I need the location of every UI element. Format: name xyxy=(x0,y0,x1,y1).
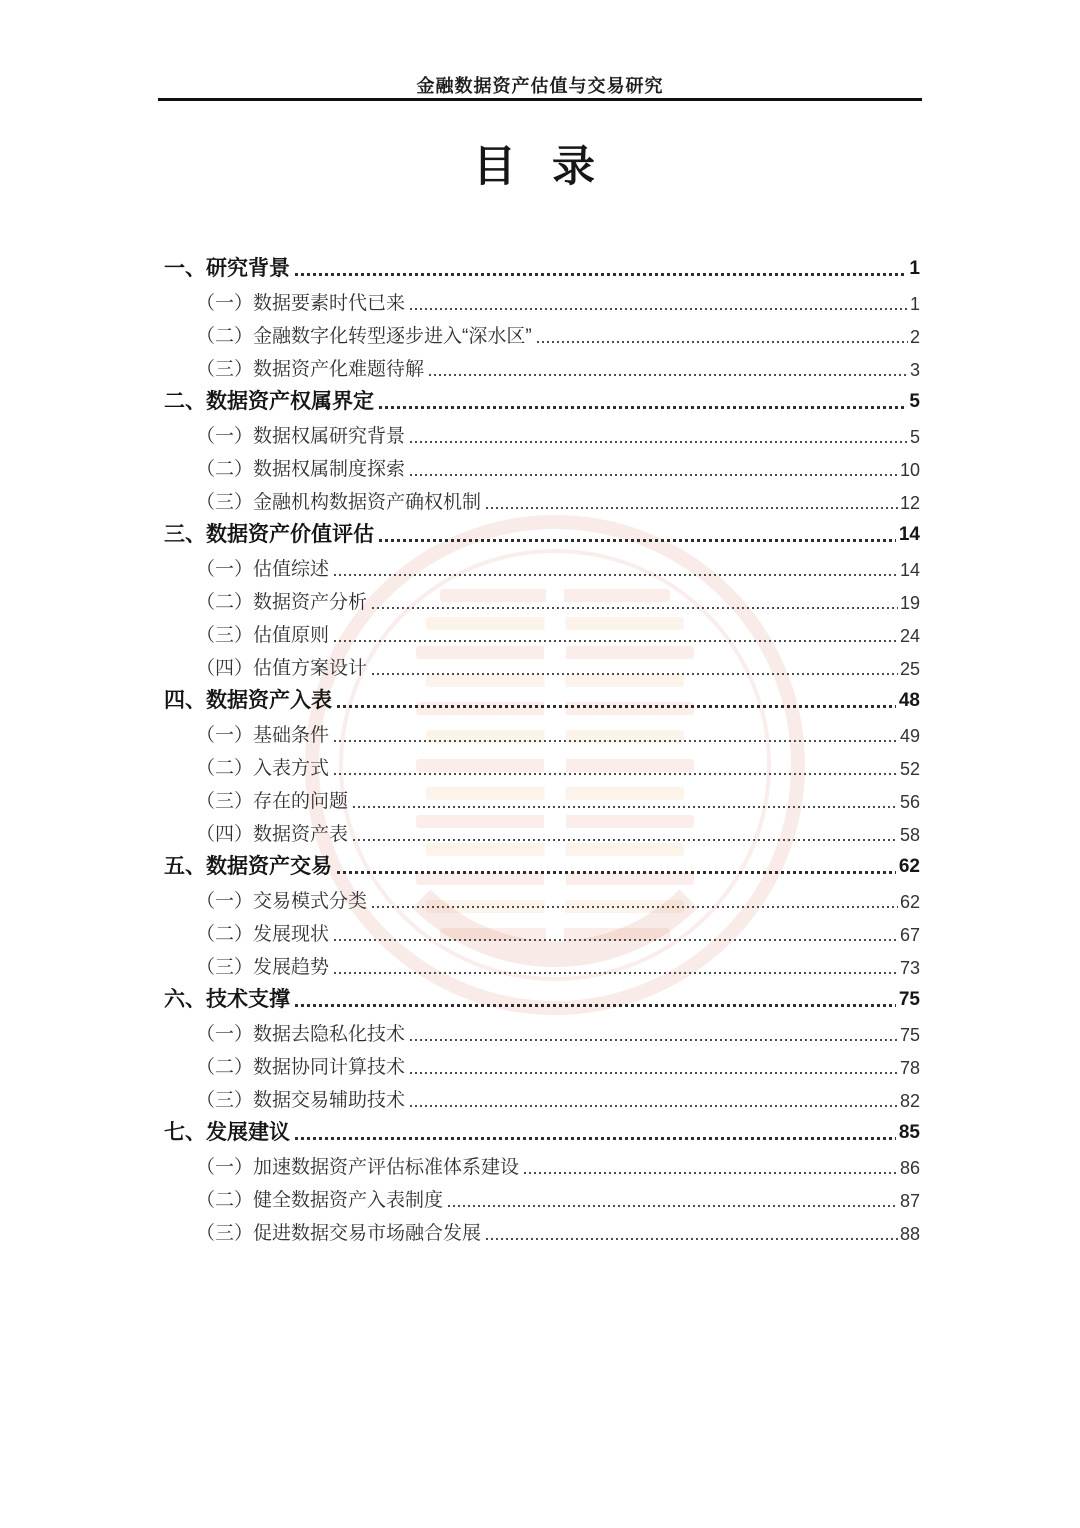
toc-item xyxy=(164,485,920,518)
section-page-number: 85 xyxy=(898,1122,920,1143)
toc-item-page-number: 24 xyxy=(899,626,920,646)
dot-leader xyxy=(429,374,908,376)
toc-item-page-number: 56 xyxy=(899,792,920,812)
section-page-number: 5 xyxy=(909,391,920,412)
toc-item-page-number: 88 xyxy=(899,1224,920,1244)
toc-section-heading xyxy=(164,385,920,416)
toc-item xyxy=(164,1083,920,1116)
toc-item-label: （二）数据协同计算技术 xyxy=(196,1057,406,1078)
toc-item-label: （一）基础条件 xyxy=(196,725,330,746)
toc-section-items xyxy=(164,286,920,385)
toc-section xyxy=(164,850,920,983)
dot-leader xyxy=(379,539,896,542)
toc-item xyxy=(164,884,920,917)
toc-item-page-number: 86 xyxy=(899,1158,920,1178)
toc-section-heading xyxy=(164,684,920,715)
toc-item xyxy=(164,1183,920,1216)
toc-section-items xyxy=(164,884,920,983)
toc-section-items xyxy=(164,718,920,850)
toc-item-page-number: 25 xyxy=(899,659,920,679)
toc-item xyxy=(164,917,920,950)
toc-section-heading xyxy=(164,1116,920,1147)
toc-item-label: （三）估值原则 xyxy=(196,625,330,646)
dot-leader xyxy=(337,871,896,874)
dot-leader xyxy=(486,507,898,509)
toc-item-page-number: 12 xyxy=(899,493,920,513)
dot-leader xyxy=(410,474,898,476)
toc-item-label: （一）数据要素时代已来 xyxy=(196,293,406,314)
dot-leader xyxy=(334,773,898,775)
section-label: 三、数据资产价值评估 xyxy=(164,523,374,546)
toc-section-heading xyxy=(164,518,920,549)
dot-leader xyxy=(337,705,896,708)
toc-section-heading xyxy=(164,252,920,283)
dot-leader xyxy=(334,574,898,576)
toc-item-page-number: 19 xyxy=(899,593,920,613)
toc-item-label: （二）数据权属制度探索 xyxy=(196,459,406,480)
toc-section-items xyxy=(164,552,920,684)
toc-item-page-number: 10 xyxy=(899,460,920,480)
toc-item-label: （三）金融机构数据资产确权机制 xyxy=(196,492,482,513)
toc-item xyxy=(164,751,920,784)
toc-item-page-number: 5 xyxy=(909,427,920,447)
dot-leader xyxy=(379,406,906,409)
toc-item-label: （三）促进数据交易市场融合发展 xyxy=(196,1223,482,1244)
toc-section xyxy=(164,385,920,518)
dot-leader xyxy=(353,839,898,841)
toc-item-label: （一）数据去隐私化技术 xyxy=(196,1024,406,1045)
toc-section-items xyxy=(164,1150,920,1249)
dot-leader xyxy=(295,1004,896,1007)
toc-section xyxy=(164,983,920,1116)
toc-item xyxy=(164,1050,920,1083)
toc-item-page-number: 82 xyxy=(899,1091,920,1111)
toc-item-page-number: 62 xyxy=(899,892,920,912)
toc-section xyxy=(164,1116,920,1249)
toc-item-label: （二）数据资产分析 xyxy=(196,592,368,613)
toc-item-label: （四）数据资产表 xyxy=(196,824,349,845)
toc-section-heading xyxy=(164,850,920,881)
toc-section-items xyxy=(164,419,920,518)
toc-item-page-number: 2 xyxy=(909,327,920,347)
toc-item-page-number: 73 xyxy=(899,958,920,978)
toc-item-label: （二）金融数字化转型逐步进入“深水区” xyxy=(196,326,532,347)
page-title: 目 录 xyxy=(473,143,607,191)
dot-leader xyxy=(372,906,898,908)
toc-item-label: （一）估值综述 xyxy=(196,559,330,580)
section-label: 五、数据资产交易 xyxy=(164,855,332,878)
toc-item-page-number: 1 xyxy=(909,294,920,314)
dot-leader xyxy=(410,308,908,310)
toc-item xyxy=(164,618,920,651)
toc-item xyxy=(164,718,920,751)
toc-item-page-number: 87 xyxy=(899,1191,920,1211)
toc-item-page-number: 49 xyxy=(899,726,920,746)
toc-item xyxy=(164,419,920,452)
toc-item-label: （二）发展现状 xyxy=(196,924,330,945)
header-rule xyxy=(158,98,922,101)
section-page-number: 14 xyxy=(898,524,920,545)
section-page-number: 62 xyxy=(898,856,920,877)
dot-leader xyxy=(372,607,898,609)
toc-item xyxy=(164,352,920,385)
dot-leader xyxy=(334,939,898,941)
toc-item xyxy=(164,950,920,983)
toc-item-label: （一）交易模式分类 xyxy=(196,891,368,912)
toc-item-page-number: 75 xyxy=(899,1025,920,1045)
toc-section-items xyxy=(164,1017,920,1116)
section-label: 二、数据资产权属界定 xyxy=(164,390,374,413)
dot-leader xyxy=(537,341,908,343)
toc-item-label: （三）存在的问题 xyxy=(196,791,349,812)
dot-leader xyxy=(410,1039,898,1041)
section-label: 四、数据资产入表 xyxy=(164,689,332,712)
dot-leader xyxy=(410,1072,898,1074)
section-page-number: 48 xyxy=(898,690,920,711)
toc-item-page-number: 58 xyxy=(899,825,920,845)
toc-item xyxy=(164,1017,920,1050)
section-label: 六、技术支撑 xyxy=(164,988,290,1011)
toc-item xyxy=(164,1150,920,1183)
dot-leader xyxy=(295,273,906,276)
section-label: 一、研究背景 xyxy=(164,257,290,280)
section-page-number: 1 xyxy=(909,258,920,279)
page-header-title: 金融数据资产估值与交易研究 xyxy=(416,76,664,96)
dot-leader xyxy=(410,1105,898,1107)
dot-leader xyxy=(295,1137,896,1140)
toc-item-label: （二）入表方式 xyxy=(196,758,330,779)
dot-leader xyxy=(448,1205,898,1207)
toc-item-label: （二）健全数据资产入表制度 xyxy=(196,1190,444,1211)
section-page-number: 75 xyxy=(898,989,920,1010)
toc-item-page-number: 52 xyxy=(899,759,920,779)
toc-item-label: （四）估值方案设计 xyxy=(196,658,368,679)
dot-leader xyxy=(372,673,898,675)
toc-item xyxy=(164,585,920,618)
dot-leader xyxy=(353,806,898,808)
toc-item xyxy=(164,1216,920,1249)
toc-item xyxy=(164,651,920,684)
toc-section-heading xyxy=(164,983,920,1014)
toc-item-label: （三）发展趋势 xyxy=(196,957,330,978)
toc-item-page-number: 78 xyxy=(899,1058,920,1078)
toc-item-label: （三）数据交易辅助技术 xyxy=(196,1090,406,1111)
toc-item xyxy=(164,319,920,352)
dot-leader xyxy=(334,640,898,642)
toc-section xyxy=(164,518,920,684)
dot-leader xyxy=(524,1172,898,1174)
toc-item xyxy=(164,552,920,585)
toc-item-page-number: 3 xyxy=(909,360,920,380)
toc-item xyxy=(164,784,920,817)
toc-item-label: （三）数据资产化难题待解 xyxy=(196,359,425,380)
section-label: 七、发展建议 xyxy=(164,1121,290,1144)
toc-item xyxy=(164,286,920,319)
toc-item-label: （一）数据权属研究背景 xyxy=(196,426,406,447)
toc-section xyxy=(164,684,920,850)
dot-leader xyxy=(334,740,898,742)
toc-item xyxy=(164,452,920,485)
dot-leader xyxy=(334,972,898,974)
dot-leader xyxy=(410,441,908,443)
toc-section xyxy=(164,252,920,385)
toc-item xyxy=(164,817,920,850)
toc-item-label: （一）加速数据资产评估标准体系建设 xyxy=(196,1157,520,1178)
toc xyxy=(164,246,920,1249)
toc-item-page-number: 14 xyxy=(899,560,920,580)
toc-item-page-number: 67 xyxy=(899,925,920,945)
dot-leader xyxy=(486,1238,898,1240)
